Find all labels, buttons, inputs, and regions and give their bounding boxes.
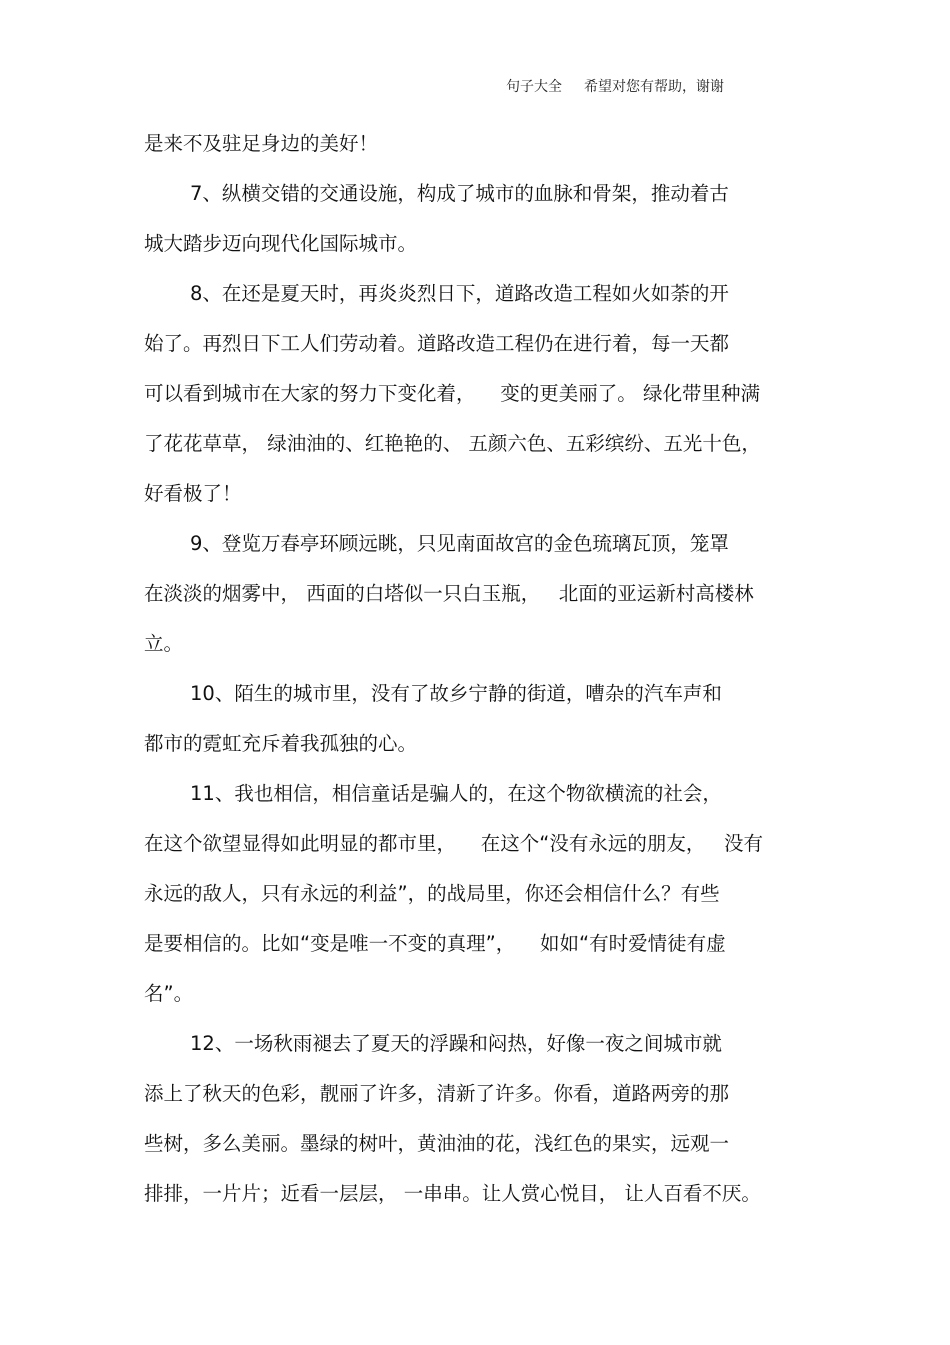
paragraph-10-start: 10、陌生的城市里，没有了故乡宁静的街道，嘈杂的汽车声和 [190, 682, 722, 705]
header-site-name: 句子大全 [506, 79, 562, 95]
text-line: 好看极了！ [144, 482, 242, 505]
text-line: 在淡淡的烟雾中， 西面的白塔似一只白玉瓶， 北面的亚运新村高楼林 [144, 582, 754, 605]
text-line: 是来不及驻足身边的美好！ [144, 132, 379, 155]
text-line: 立。 [144, 632, 184, 655]
text-line: 可以看到城市在大家的努力下变化着， 变的更美丽了。 绿化带里种满 [144, 382, 760, 405]
text-line: 排排，一片片；近看一层层， 一串串。让人赏心悦目， 让人百看不厌。 [144, 1182, 761, 1205]
paragraph-12-start: 12、一场秋雨褪去了夏天的浮躁和闷热，好像一夜之间城市就 [190, 1032, 722, 1055]
text-line: 永远的敌人，只有永远的利益”，的战局里，你还会相信什么？有些 [144, 882, 720, 905]
text-line: 是要相信的。比如“变是唯一不变的真理”， 如如“有时爱情徒有虚 [144, 932, 726, 955]
text-line: 城大踏步迈向现代化国际城市。 [144, 232, 418, 255]
paragraph-9-start: 9、登览万春亭环顾远眺，只见南面故宫的金色琉璃瓦顶，笼罩 [190, 532, 729, 555]
paragraph-8-start: 8、在还是夏天时，再炎炎烈日下，道路改造工程如火如荼的开 [190, 282, 729, 305]
header-note: 希望对您有帮助，谢谢 [584, 79, 724, 95]
paragraph-11-start: 11、我也相信，相信童话是骗人的，在这个物欲横流的社会， [190, 782, 722, 805]
text-line: 都市的霓虹充斥着我孤独的心。 [144, 732, 418, 755]
document-body [144, 126, 824, 1226]
text-line: 些树，多么美丽。墨绿的树叶，黄油油的花，浅红色的果实，远观一 [144, 1132, 730, 1155]
text-line: 了花花草草， 绿油油的、红艳艳的、 五颜六色、五彩缤纷、五光十色， [144, 432, 761, 455]
text-line: 始了。再烈日下工人们劳动着。道路改造工程仍在进行着，每一天都 [144, 332, 730, 355]
text-line: 添上了秋天的色彩，靓丽了许多，清新了许多。你看，道路两旁的那 [144, 1082, 730, 1105]
text-line: 在这个欲望显得如此明显的都市里， 在这个“没有永远的朋友， 没有 [144, 832, 763, 855]
text-line: 名”。 [144, 982, 194, 1005]
paragraph-7-start: 7、纵横交错的交通设施，构成了城市的血脉和骨架，推动着古 [190, 182, 729, 205]
page-header [506, 76, 724, 96]
